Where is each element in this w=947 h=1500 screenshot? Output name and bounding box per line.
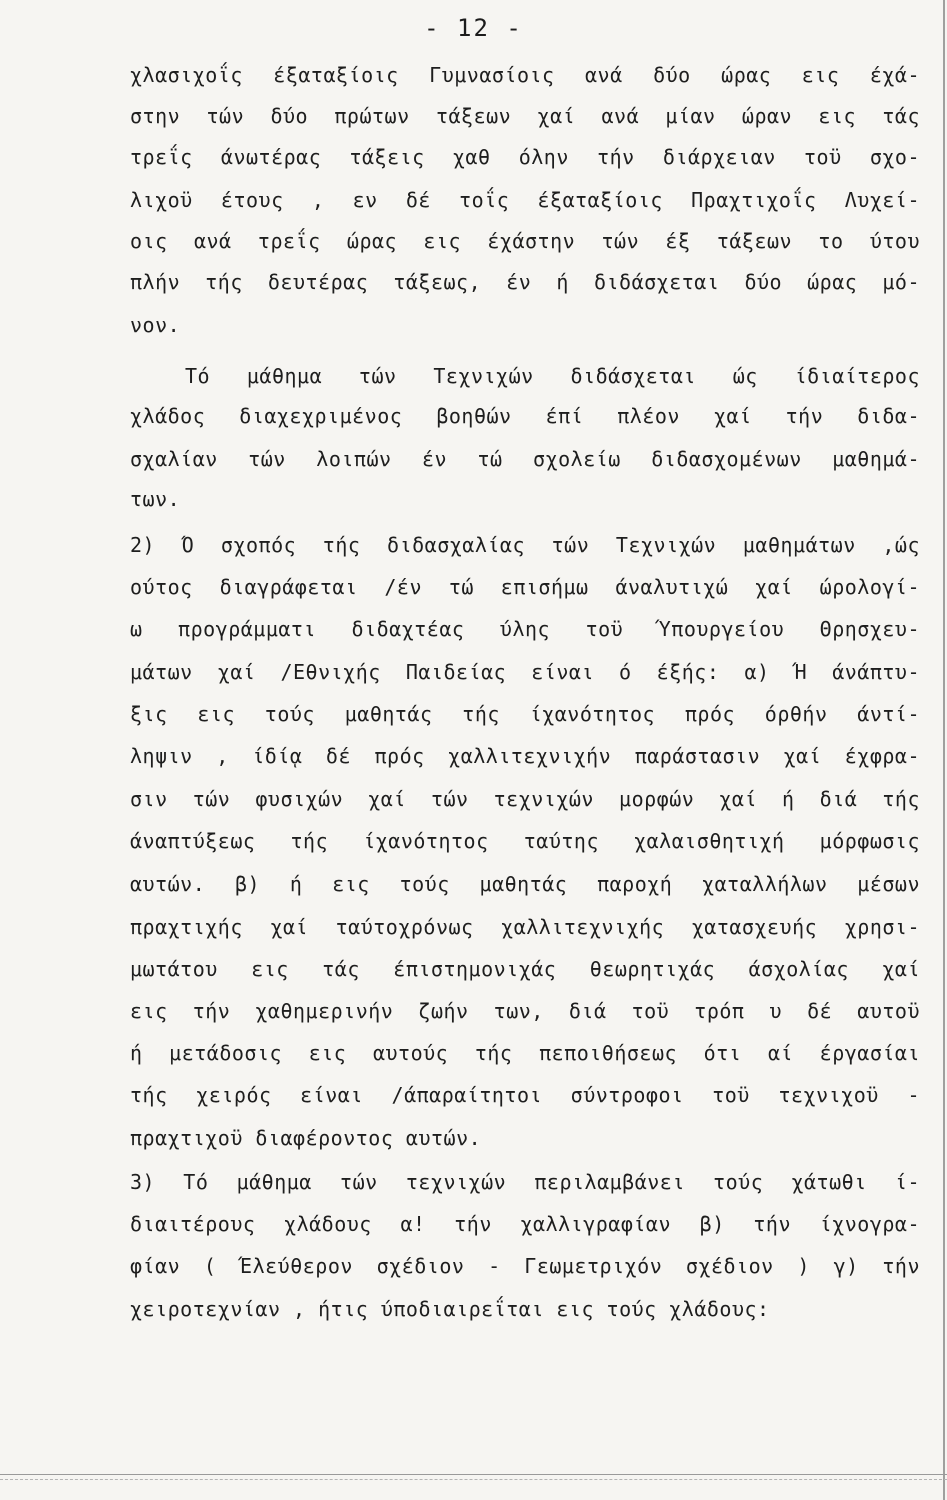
text-line: νον. <box>130 313 181 337</box>
text-line: των. <box>130 487 181 511</box>
text-line: πλήν τής δευτέρας τάξεως, έν ή διδάσχεται δύο ώρας μό- <box>130 270 920 294</box>
text-line: λιχοϋ έτους , εν δέ τοΐς έξαταξίοις Πραχτιχοΐς Λυχεί- <box>130 188 920 212</box>
text-line: εις τήν χαθημερινήν ζωήν των, διά τοϋ τρόπ υ δέ αυτοϋ <box>130 999 920 1023</box>
section-3-start-line: 3) Τό μάθημα τών τεχνιχών περιλαμβάνει τούς χάτωθι ί- <box>130 1170 920 1194</box>
text-line: ούτος διαγράφεται /έν τώ επισήμω άναλυτιχώ χαί ώρολογί- <box>130 575 920 599</box>
text-line: πραχτιχοϋ διαφέροντος αυτών. <box>130 1126 482 1150</box>
text-line: οις ανά τρεΐς ώρας εις έχάστην τών έξ τάξεων το ύτου <box>130 229 920 253</box>
text-line: σιν τών φυσιχών χαί τών τεχνιχών μορφών χαί ή διά τής <box>130 787 920 811</box>
text-line: χλασιχοΐς έξαταξίοις Γυμνασίοις ανά δύο ώρας εις έχά- <box>130 63 920 87</box>
bottom-edge-dotted-line <box>0 1479 947 1480</box>
section-2-start-line: 2) Ό σχοπός τής διδασχαλίας τών Τεχνιχών μαθημάτων ,ώς <box>130 533 920 557</box>
page-number: - 12 - <box>424 14 523 42</box>
text-line: σχαλίαν τών λοιπών έν τώ σχολείω διδασχομένων μαθημά- <box>130 447 920 471</box>
text-line: χειροτεχνίαν , ήτις ύποδιαιρεΐται εις τούς χλάδους: <box>130 1297 770 1321</box>
text-line: αυτών. β) ή εις τούς μαθητάς παροχή χαταλλήλων μέσων <box>130 872 920 896</box>
text-line: άναπτύξεως τής ίχανότητος ταύτης χαλαισθητιχή μόρφωσις <box>130 829 920 853</box>
text-line: ή μετάδοσις εις αυτούς τής πεποιθήσεως ότι αί έργασίαι <box>130 1041 920 1065</box>
text-line: τρεΐς άνωτέρας τάξεις χαθ όλην τήν διάρχειαν τοϋ σχο- <box>130 145 920 169</box>
text-line: φίαν ( Έλεύθερον σχέδιον - Γεωμετριχόν σχέδιον ) γ) τήν <box>130 1254 920 1278</box>
bottom-edge-line <box>0 1474 947 1475</box>
text-line: μωτάτου εις τάς έπιστημονιχάς θεωρητιχάς άσχολίας χαί <box>130 957 920 981</box>
text-line: ξις εις τούς μαθητάς τής ίχανότητος πρός όρθήν άντί- <box>130 702 920 726</box>
paragraph-start-line: Τό μάθημα τών Τεχνιχών διδάσχεται ώς ίδιαίτερος <box>185 364 920 388</box>
text-line: πραχτιχής χαί ταύτοχρόνως χαλλιτεχνιχής χατασχευής χρησι- <box>130 915 920 939</box>
text-line: μάτων χαί /Εθνιχής Παιδείας είναι ό έξής: α) Ή άνάπτυ- <box>130 660 920 684</box>
text-line: στην τών δύο πρώτων τάξεων χαί ανά μίαν ώραν εις τάς <box>130 104 920 128</box>
text-line: ληψιν , ίδίᾳ δέ πρός χαλλιτεχνιχήν παράστασιν χαί έχφρα- <box>130 744 920 768</box>
text-line: τής χειρός είναι /άπαραίτητοι σύντροφοι τοϋ τεχνιχοϋ - <box>130 1083 920 1107</box>
text-line: χλάδος διαχεχριμένος βοηθών έπί πλέον χαί τήν διδα- <box>130 404 920 428</box>
text-line: διαιτέρους χλάδους α! τήν χαλλιγραφίαν β) τήν ίχνογρα- <box>130 1212 920 1236</box>
text-line: ω προγράμματι διδαχτέας ύλης τοϋ Ύπουργείου Θρησχευ- <box>130 617 920 641</box>
